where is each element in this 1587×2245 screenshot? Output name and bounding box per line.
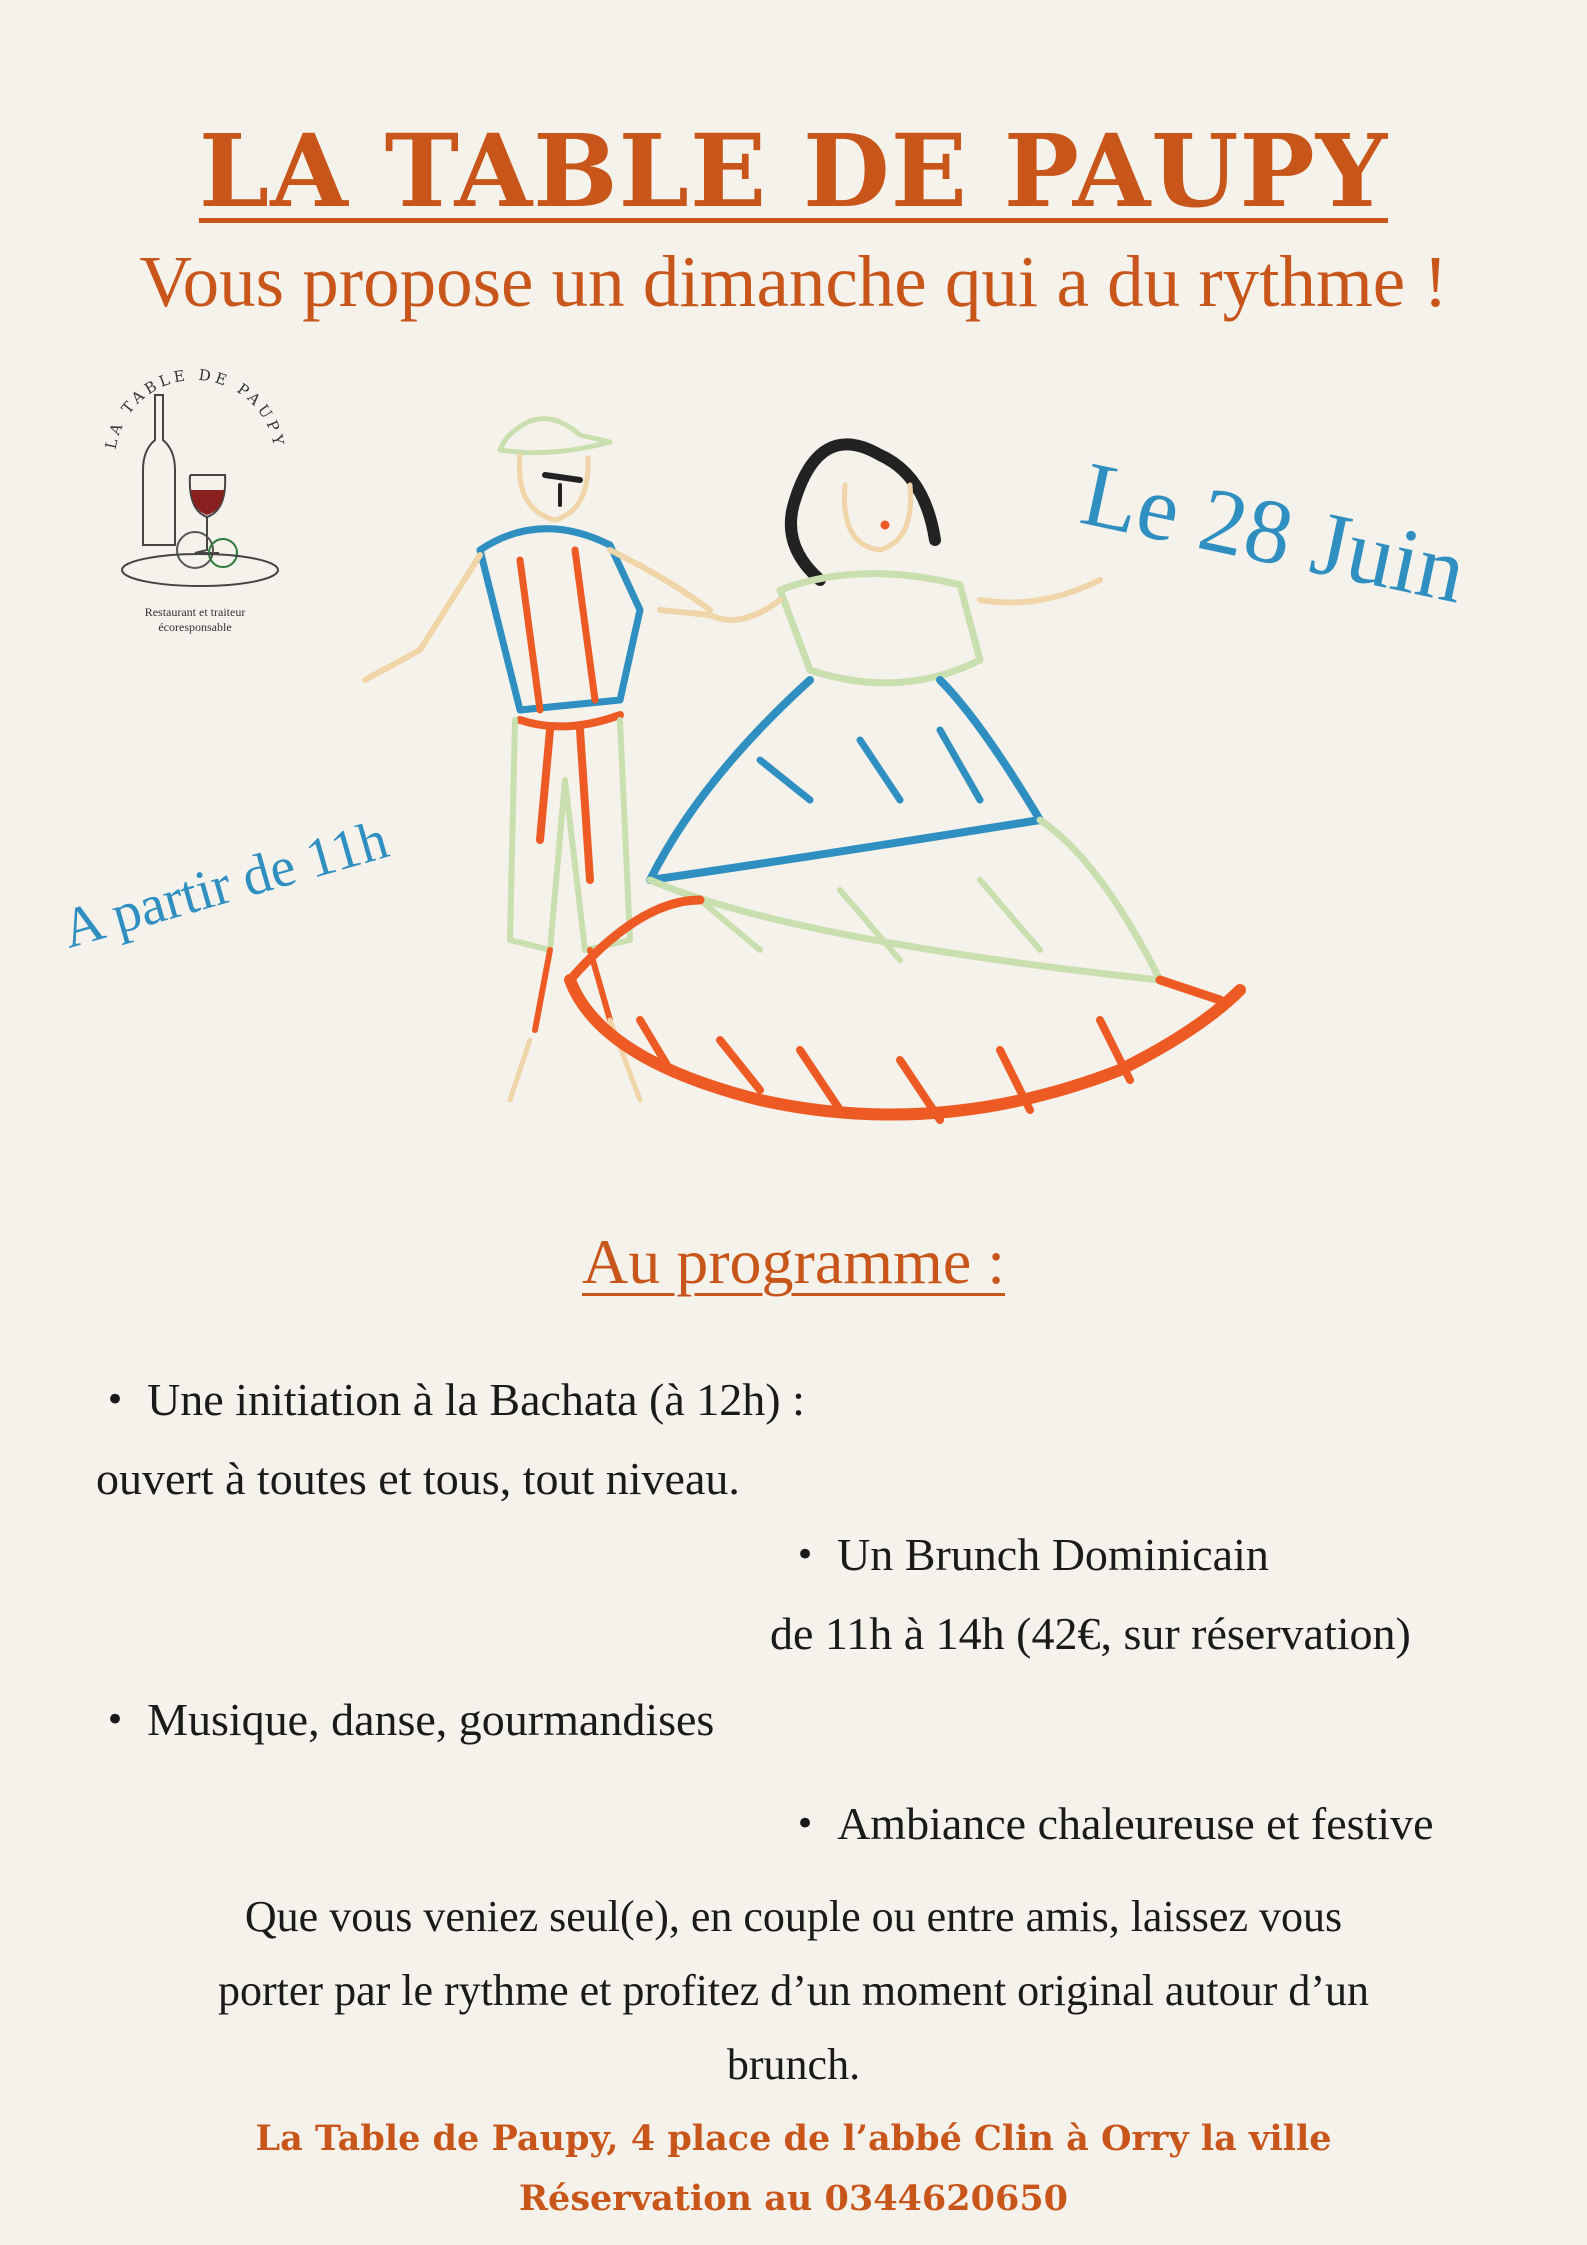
closing-paragraph [95,1880,1492,2102]
program-item-brunch-detail: de 11h à 14h (42€, sur réservation) [770,1608,1411,1659]
program-item-bachata-detail: ouvert à toutes et tous, tout niveau. [96,1453,740,1504]
program-item-brunch: • Un Brunch Dominicain [795,1528,1269,1581]
program-item-ambiance: • Ambiance chaleureuse et festive [795,1797,1434,1850]
poster-subtitle: Vous propose un dimanche qui a du rythme ! [139,241,1448,322]
event-start-time: A partir de 11h [55,808,395,961]
closing-line2: porter par le rythme et profitez d’un moment original autour d’un [218,1966,1369,2015]
restaurant-logo [95,345,295,645]
svg-text:LA TABLE DE PAUPY [102,366,289,451]
program-item-music: • Musique, danse, gourmandises [105,1693,714,1746]
footer-address: La Table de Paupy, 4 place de l’abbé Clin à Orry la ville [255,2118,1332,2159]
program-heading: Au programme : [582,1226,1005,1297]
event-date: Le 28 Juin [1073,441,1475,623]
poster-title: LA TABLE DE PAUPY [198,112,1389,230]
plate-icon [122,554,278,586]
logo-caption-line2: écoresponsable [158,620,232,634]
logo-arc-text: LA TABLE DE PAUPY [101,365,289,451]
program-item-bachata: • Une initiation à la Bachata (à 12h) : [105,1373,805,1426]
bottle-icon [143,395,175,545]
logo-caption-line1: Restaurant et traiteur [144,605,246,619]
closing-line1: Que vous veniez seul(e), en couple ou entre amis, laissez vous [244,1892,1343,1941]
dancers-illustration [340,380,1280,1140]
closing-line3: brunch. [726,2040,861,2089]
logo-caption [95,605,295,635]
footer-reservation: Réservation au 0344620650 [518,2178,1069,2219]
